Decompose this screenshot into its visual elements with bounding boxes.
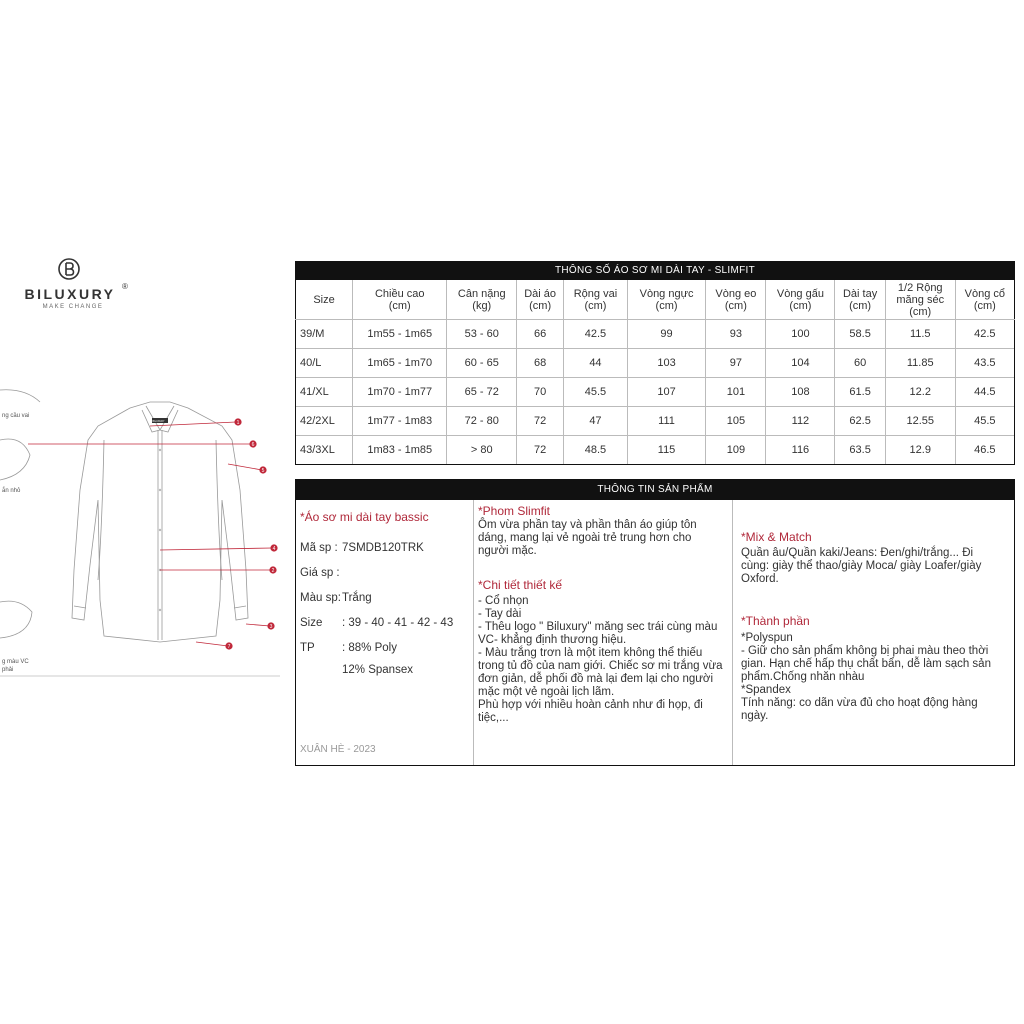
table-cell: 46.5 (955, 436, 1014, 465)
size-chart-header-cell: Vòng gấu (cm) (766, 280, 835, 320)
spec-value: : 39 - 40 - 41 - 42 - 43 (342, 617, 454, 629)
spec-label: Giá sp : (300, 567, 340, 579)
table-cell: 109 (706, 436, 766, 465)
table-cell: 65 - 72 (447, 378, 517, 407)
brand-tagline: MAKE CHANGE (42, 304, 104, 310)
table-cell: 45.5 (564, 378, 628, 407)
list-item: - Giữ cho sản phẩm không bị phai màu theo thời gian. Hạn chế hấp thụ chất bẩn, dễ làm sạch sản phẩm.Chống nhăn nhàu (741, 645, 991, 683)
table-cell: 99 (627, 320, 706, 349)
spec-value: 7SMDB120TRK (342, 542, 424, 554)
product-info-panel (295, 479, 1015, 766)
marker-label: 1 (236, 420, 240, 426)
spec-row (300, 567, 342, 579)
table-cell: 111 (627, 407, 706, 436)
table-cell: 43.5 (955, 349, 1014, 378)
table-cell: 1m70 - 1m77 (353, 378, 447, 407)
table-cell: 11.5 (885, 320, 955, 349)
table-cell: 1m77 - 1m83 (353, 407, 447, 436)
material-list (741, 632, 1003, 723)
table-cell: 62.5 (835, 407, 885, 436)
spec-label: TP (300, 642, 315, 654)
list-item: - Tay dài (478, 608, 522, 620)
product-name: *Áo sơ mi dài tay bassic (300, 510, 429, 524)
product-basic-column (296, 500, 474, 765)
table-cell: 41/XL (296, 378, 353, 407)
spec-value: 12% Spansex (342, 664, 413, 676)
list-item: - Cổ nhọn (478, 595, 529, 607)
table-cell: 1m83 - 1m85 (353, 436, 447, 465)
size-chart-header-cell: Chiều cao (cm) (353, 280, 447, 320)
marker-label: 4 (272, 546, 276, 552)
table-row (296, 407, 1015, 436)
marker-label: 6 (251, 442, 255, 448)
table-cell: > 80 (447, 436, 517, 465)
product-style-column (733, 500, 1014, 765)
table-cell: 68 (517, 349, 564, 378)
size-chart-header-cell: Vòng cổ (cm) (955, 280, 1014, 320)
table-cell: 60 (835, 349, 885, 378)
table-cell: 39/M (296, 320, 353, 349)
size-chart-header-cell: Cân nặng (kg) (447, 280, 517, 320)
marker-label: 3 (269, 624, 273, 630)
list-item: Tính năng: co dãn vừa đủ cho hoạt động hàng ngày. (741, 697, 978, 722)
table-cell: 60 - 65 (447, 349, 517, 378)
table-cell: 45.5 (955, 407, 1014, 436)
table-cell: 47 (564, 407, 628, 436)
mix-match-text: Quần âu/Quần kaki/Jeans: Đen/ghi/trắng... Đi cùng: giày thể thao/giày Moca/ giày Loafer/giày Oxford. (741, 547, 982, 585)
material-heading: *Thành phần (741, 614, 810, 628)
table-cell: 1m55 - 1m65 (353, 320, 447, 349)
table-cell: 93 (706, 320, 766, 349)
table-cell: 70 (517, 378, 564, 407)
spec-label: Size (300, 617, 323, 629)
table-cell: 112 (766, 407, 835, 436)
table-cell: 48.5 (564, 436, 628, 465)
table-cell: 42/2XL (296, 407, 353, 436)
table-row (296, 436, 1015, 465)
table-cell: 43/3XL (296, 436, 353, 465)
table-cell: 42.5 (955, 320, 1014, 349)
table-row (296, 378, 1015, 407)
size-chart-header-row (296, 280, 1015, 320)
table-cell: 100 (766, 320, 835, 349)
size-chart-header-cell: Vòng ngực (cm) (627, 280, 706, 320)
product-info-title: THÔNG TIN SẢN PHẨM (296, 480, 1014, 500)
size-chart-header-cell: Dài áo (cm) (517, 280, 564, 320)
size-chart-header-cell: Size (296, 280, 353, 320)
design-detail-list (478, 595, 728, 725)
list-item: Phù hợp với nhiều hoàn cảnh như đi họp, đi tiệc,... (478, 699, 703, 724)
table-cell: 116 (766, 436, 835, 465)
table-row (296, 349, 1015, 378)
table-cell: 115 (627, 436, 706, 465)
diagram-note: ng cầu vai (2, 413, 30, 419)
form-description: Ôm vừa phần tay và phần thân áo giúp tôn dáng, mang lại vẻ ngoài trẻ trung hơn cho người mặc. (478, 519, 697, 557)
size-chart-title: THÔNG SỐ ÁO SƠ MI DÀI TAY - SLIMFIT (296, 262, 1015, 280)
registered-icon: ® (122, 282, 128, 291)
table-cell: 72 (517, 436, 564, 465)
marker-label: 2 (271, 568, 275, 574)
table-cell: 42.5 (564, 320, 628, 349)
table-cell: 63.5 (835, 436, 885, 465)
size-chart-body (296, 320, 1015, 465)
spec-row (300, 592, 372, 604)
table-cell: 40/L (296, 349, 353, 378)
spec-row (300, 664, 413, 676)
spec-row (300, 542, 424, 554)
table-cell: 12.9 (885, 436, 955, 465)
table-cell: 12.55 (885, 407, 955, 436)
size-chart-header-cell: Dài tay (cm) (835, 280, 885, 320)
table-cell: 72 (517, 407, 564, 436)
list-item: *Polyspun (741, 632, 793, 644)
design-detail-heading: *Chi tiết thiết kế (478, 578, 563, 592)
spec-value: : 88% Poly (342, 642, 397, 654)
table-cell: 11.85 (885, 349, 955, 378)
diagram-note: g màu VC (2, 659, 29, 665)
product-design-column (474, 500, 733, 765)
spec-label: Mã sp : (300, 542, 338, 554)
table-cell: 1m65 - 1m70 (353, 349, 447, 378)
list-item: - Màu trắng trơn là một item không thể thiếu trong tủ đồ của nam giới. Chiếc sơ mi trắng vừa đơn giản, dễ phối đồ mà lại đem lại cho người mặc một vẻ ngoài lịch lãm. (478, 647, 723, 698)
table-cell: 103 (627, 349, 706, 378)
table-cell: 58.5 (835, 320, 885, 349)
list-item: *Spandex (741, 684, 791, 696)
marker-label: 5 (261, 468, 265, 474)
table-cell: 66 (517, 320, 564, 349)
table-cell: 105 (706, 407, 766, 436)
table-cell: 61.5 (835, 378, 885, 407)
table-cell: 107 (627, 378, 706, 407)
size-chart-header-cell: Vòng eo (cm) (706, 280, 766, 320)
diagram-note: phải (2, 667, 14, 673)
table-row (296, 320, 1015, 349)
table-cell: 53 - 60 (447, 320, 517, 349)
table-cell: 44 (564, 349, 628, 378)
mix-match-heading: *Mix & Match (741, 530, 812, 544)
size-chart-header-cell: Rộng vai (cm) (564, 280, 628, 320)
spec-row (300, 642, 397, 654)
table-cell: 72 - 80 (447, 407, 517, 436)
size-chart-table (295, 261, 1015, 465)
season-label: XUÂN HÈ - 2023 (300, 744, 376, 755)
list-item: - Thêu logo " Biluxury" măng sec trái cùng màu VC- khẳng định thương hiệu. (478, 621, 718, 646)
spec-value: Trắng (342, 592, 372, 604)
brand-monogram-icon (58, 258, 80, 280)
spec-label: Màu sp: (300, 592, 341, 604)
marker-label: 7 (227, 644, 231, 650)
table-cell: 44.5 (955, 378, 1014, 407)
table-cell: 104 (766, 349, 835, 378)
shirt-diagram (0, 380, 290, 700)
brand-logo (10, 258, 130, 318)
table-cell: 108 (766, 378, 835, 407)
table-cell: 12.2 (885, 378, 955, 407)
table-cell: 97 (706, 349, 766, 378)
diagram-note: ắn nhỏ (2, 488, 21, 494)
table-cell: 101 (706, 378, 766, 407)
collar-label: BILUXURY (152, 420, 165, 423)
size-chart-header-cell: 1/2 Rộng măng séc (cm) (885, 280, 955, 320)
spec-row (300, 617, 453, 629)
form-heading: *Phom Slimfit (478, 504, 551, 518)
shirt-drawing (0, 380, 290, 700)
brand-name: BILUXURY (24, 286, 116, 302)
